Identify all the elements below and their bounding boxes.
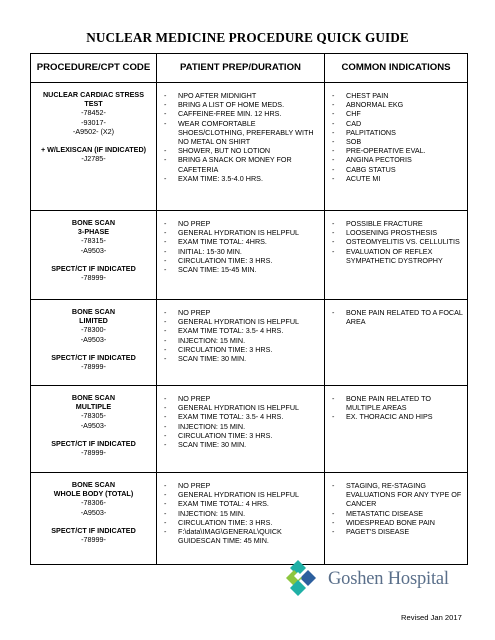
prep-item: - EXAM TIME TOTAL: 3.5- 4 HRS. (162, 412, 320, 421)
indications-cell (325, 211, 468, 300)
header-common-indications: COMMON INDICATIONS (325, 54, 468, 83)
indication-item: - EX. THORACIC AND HIPS (330, 412, 463, 421)
prep-item: - EXAM TIME TOTAL: 4HRS. (162, 237, 320, 246)
indication-item: - BONE PAIN RELATED TO MULTIPLE AREAS (330, 394, 463, 412)
prep-item: - NO PREP (162, 219, 320, 228)
prep-list (158, 474, 323, 548)
indications-list (326, 301, 466, 329)
indications-list (326, 212, 466, 268)
indication-item: - BONE PAIN RELATED TO A FOCAL AREA (330, 308, 463, 326)
indication-item: - POSSIBLE FRACTURE (330, 219, 463, 228)
prep-item: - GENERAL HYDRATION IS HELPFUL (162, 228, 320, 237)
prep-item: - INJECTION: 15 MIN. (162, 509, 320, 518)
procedure-cell (31, 386, 157, 473)
patient-prep-cell (157, 473, 325, 565)
prep-item: - CIRCULATION TIME: 3 HRS. (162, 431, 320, 440)
prep-item: - BRING A SNACK OR MONEY FOR CAFETERIA (162, 155, 320, 173)
revised-date: Revised Jan 2017 (401, 613, 462, 622)
prep-list (158, 301, 323, 366)
prep-item: - SHOWER, BUT NO LOTION (162, 146, 320, 155)
procedure-line: MULTIPLE (75, 402, 112, 412)
procedure-line: -78306- (81, 498, 106, 508)
prep-item: - INITIAL: 15-30 MIN. (162, 247, 320, 256)
indication-item: - CAD (330, 119, 463, 128)
page-title: NUCLEAR MEDICINE PROCEDURE QUICK GUIDE (86, 30, 409, 45)
spacer (33, 430, 154, 439)
prep-item: - EXAM TIME TOTAL: 3.5- 4 HRS. (162, 326, 320, 335)
procedure-cell (31, 473, 157, 565)
prep-item: - INJECTION: 15 MIN. (162, 422, 320, 431)
prep-item: - CAFFEINE-FREE MIN. 12 HRS. (162, 109, 320, 118)
procedure-line: -A9503- (80, 420, 107, 430)
prep-item: - SCAN TIME: 15-45 MIN. (162, 265, 320, 274)
procedure-line: -78300- (81, 325, 106, 335)
indication-item: - PALPITATIONS (330, 128, 463, 137)
procedure-line: 3-PHASE (77, 227, 110, 237)
indication-item: - SOB (330, 137, 463, 146)
indication-item: - CABG STATUS (330, 165, 463, 174)
indication-item: - METASTATIC DISEASE (330, 509, 463, 518)
indication-item: - ANGINA PECTORIS (330, 155, 463, 164)
prep-list (158, 387, 323, 452)
table-header-row (31, 54, 468, 83)
indication-item: - OSTEOMYELITIS VS. CELLULITIS (330, 237, 463, 246)
procedure-line: -78999- (81, 448, 106, 458)
indications-list (326, 84, 466, 186)
indications-list (326, 474, 466, 539)
procedure-line: -93017- (81, 117, 106, 127)
table-row (31, 386, 468, 473)
prep-item: - EXAM TIME: 3.5-4.0 HRS. (162, 174, 320, 183)
prep-item: - CIRCULATION TIME: 3 HRS. (162, 256, 320, 265)
prep-item: - CIRCULATION TIME: 3 HRS. (162, 518, 320, 527)
prep-item: - F:\data\IMAG\GENERAL\QUICK GUIDESCAN TIME: 45 MIN. (162, 527, 320, 545)
procedure-line: WHOLE BODY (TOTAL) (53, 489, 134, 499)
patient-prep-cell (157, 211, 325, 300)
indication-item: - LOOSENING PROSTHESIS (330, 228, 463, 237)
spacer (33, 344, 154, 353)
procedure-cell (31, 83, 157, 211)
procedure-line: -78305- (81, 411, 106, 421)
procedure-line: LIMITED (79, 316, 108, 326)
prep-item: - NO PREP (162, 481, 320, 490)
prep-item: - SCAN TIME: 30 MIN. (162, 440, 320, 449)
patient-prep-cell (157, 300, 325, 386)
procedure-line: -J2785- (81, 154, 106, 164)
prep-item: - NO PREP (162, 308, 320, 317)
procedure-line: -78999- (81, 535, 106, 545)
spacer (33, 255, 154, 264)
indication-item: - EVALUATION OF REFLEX SYMPATHETIC DYSTROPHY (330, 247, 463, 265)
prep-item: - NO PREP (162, 394, 320, 403)
spacer (33, 517, 154, 526)
procedure-cell (31, 211, 157, 300)
prep-item: - BRING A LIST OF HOME MEDS. (162, 100, 320, 109)
prep-item: - CIRCULATION TIME: 3 HRS. (162, 345, 320, 354)
header-patient-prep: PATIENT PREP/DURATION (157, 54, 325, 83)
procedure-line: -A9503- (80, 334, 107, 344)
procedure-line: -A9503- (80, 507, 107, 517)
procedure-cell (31, 300, 157, 386)
procedure-line: -A9503- (80, 245, 107, 255)
spacer (33, 136, 154, 145)
header-procedure: PROCEDURE/CPT CODE (31, 54, 157, 83)
prep-item: - GENERAL HYDRATION IS HELPFUL (162, 490, 320, 499)
table-row (31, 83, 468, 211)
procedure-line: -78452- (81, 108, 106, 118)
prep-list (158, 84, 323, 186)
prep-item: - NPO AFTER MIDNIGHT (162, 91, 320, 100)
indications-cell (325, 473, 468, 565)
indications-cell (325, 83, 468, 211)
procedure-line: -A9502- (X2) (72, 126, 115, 136)
procedure-table (30, 53, 468, 565)
procedure-line: SPECT/CT IF INDICATED (51, 263, 136, 273)
logo-mark-icon (286, 560, 316, 596)
indication-item: - WIDESPREAD BONE PAIN (330, 518, 463, 527)
indications-cell (325, 386, 468, 473)
procedure-line: -78315- (81, 236, 106, 246)
prep-item: - GENERAL HYDRATION IS HELPFUL (162, 403, 320, 412)
indication-item: - ACUTE MI (330, 174, 463, 183)
procedure-line: BONE SCAN (71, 393, 116, 402)
procedure-line: BONE SCAN (71, 480, 116, 489)
procedure-line: + W/LEXISCAN (IF INDICATED) (40, 145, 147, 155)
table-row (31, 473, 468, 565)
indications-cell (325, 300, 468, 386)
table-row (31, 211, 468, 300)
indication-item: - CHEST PAIN (330, 91, 463, 100)
procedure-line: -78999- (81, 273, 106, 283)
indication-item: - CHF (330, 109, 463, 118)
indications-list (326, 387, 466, 425)
indication-item: - ABNORMAL EKG (330, 100, 463, 109)
prep-list (158, 212, 323, 277)
table-row (31, 300, 468, 386)
procedure-line: BONE SCAN (71, 307, 116, 316)
procedure-line: BONE SCAN (71, 218, 116, 227)
procedure-line: -78999- (81, 362, 106, 372)
prep-item: - GENERAL HYDRATION IS HELPFUL (162, 317, 320, 326)
procedure-line: SPECT/CT IF INDICATED (51, 352, 136, 362)
logo-text: Goshen Hospital (328, 569, 449, 589)
patient-prep-cell (157, 83, 325, 211)
prep-item: - WEAR COMFORTABLE SHOES/CLOTHING, PREFERABLY WITH NO METAL ON SHIRT (162, 119, 320, 147)
procedure-line: SPECT/CT IF INDICATED (51, 525, 136, 535)
indication-item: - STAGING, RE-STAGING EVALUATIONS FOR ANY TYPE OF CANCER (330, 481, 463, 509)
patient-prep-cell (157, 386, 325, 473)
prep-item: - SCAN TIME: 30 MIN. (162, 354, 320, 363)
procedure-line: NUCLEAR CARDIAC STRESS TEST (42, 90, 145, 109)
indication-item: - PRE-OPERATIVE EVAL. (330, 146, 463, 155)
indication-item: - PAGET'S DISEASE (330, 527, 463, 536)
prep-item: - EXAM TIME TOTAL: 4 HRS. (162, 499, 320, 508)
procedure-line: SPECT/CT IF INDICATED (51, 438, 136, 448)
prep-item: - INJECTION: 15 MIN. (162, 336, 320, 345)
